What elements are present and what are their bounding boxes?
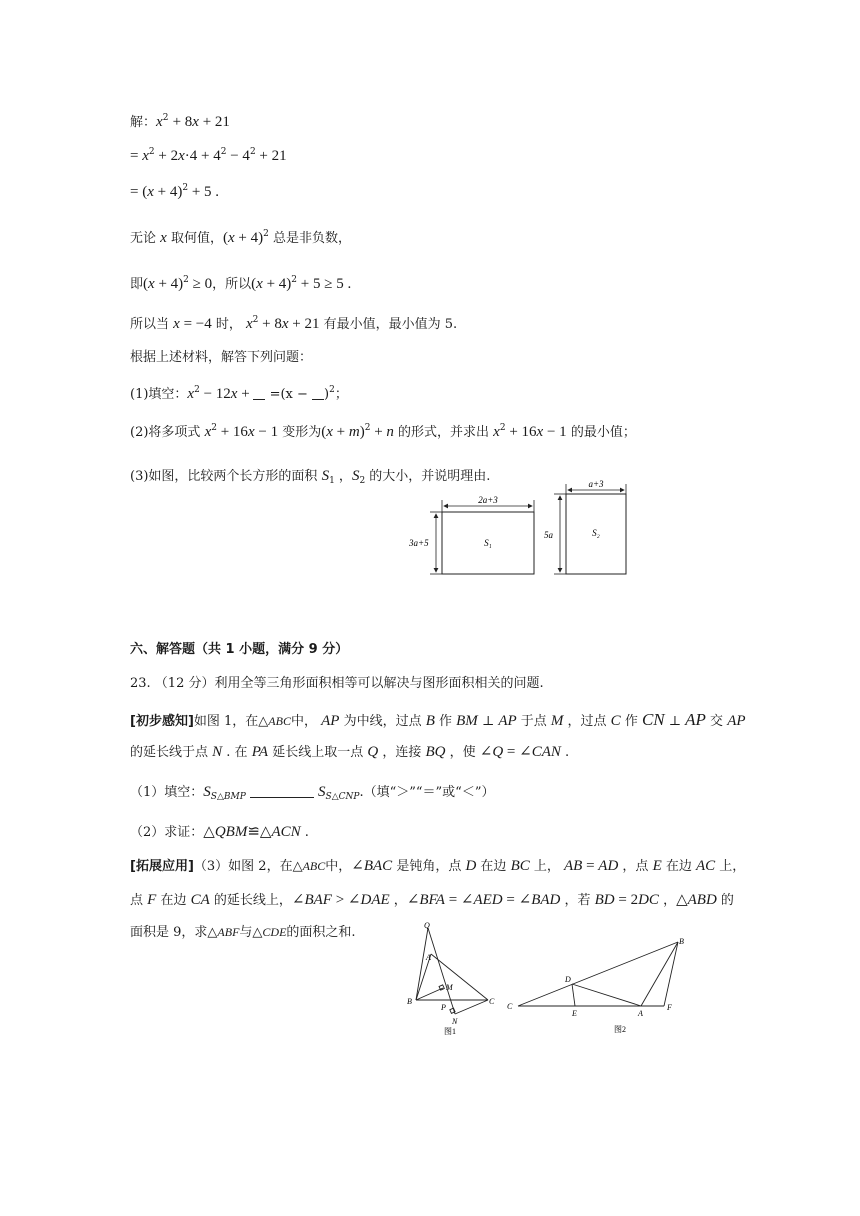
label-side2: 5a [544, 530, 553, 540]
fig1-caption: 图1 [444, 1027, 456, 1036]
q22-part-3: (3)如图，比较两个长方形的面积 $S_1$ ，$S_2$ 的大小，并说明理由. [130, 468, 491, 486]
fig1-label-q: Q [424, 921, 430, 930]
solution-line-4: 无论 x 取何值，$(x + 4)^2$ 总是非负数， [130, 229, 351, 246]
fig1-label-b: B [407, 997, 412, 1006]
sub1-label: （1）填空： [130, 785, 204, 800]
fig2-label-d: D [565, 975, 571, 984]
solution-line-2: = $x^2 + 2x\cdot 4 + 4^2 - 4^2 + 21$ [130, 147, 287, 164]
label-side1: 3a+5 [409, 538, 429, 548]
solution-line-5: 即$(x + 4)^2 \ge 0$，所以$(x + 4)^2 + 5 \ge 5$ . [130, 275, 352, 292]
tag-preliminary: [初步感知] [130, 714, 194, 729]
q23-line-3: [拓展应用]（3）如图 2，在△ABC中，∠BAC 是钝角，点 D 在边 BC 上， AB = AD ，点 E 在边 AC 上， [130, 858, 746, 874]
sub1-hint: .（填“＞”“＝”或“＜”） [359, 785, 495, 800]
q23-sub-2: （2）求证：△QBM≌△ACN . [130, 824, 309, 840]
section-6-title: 六、解答题（共 1 小题，满分 9 分） [130, 642, 349, 657]
solution-line-3: = $(x + 4)^2 + 5$ . [130, 183, 220, 200]
solution-line-7: 根据上述材料，解答下列问题： [130, 350, 313, 365]
rectangles-figure [400, 478, 640, 580]
label-area2: S₂ [592, 528, 600, 538]
fig1-label-p: P [441, 1003, 446, 1012]
fig2-label-a: A [638, 1009, 643, 1018]
label-top2: a+3 [588, 479, 604, 489]
answer-blank[interactable] [250, 785, 314, 798]
q23-intro: 23. （12 分）利用全等三角形面积相等可以解决与图形面积相关的问题. [130, 676, 544, 691]
figure-2 [500, 930, 700, 1038]
figure-1 [400, 918, 500, 1036]
fig1-label-m: M [446, 983, 453, 992]
q23-sub-1: （1）填空：$S_{S\triangle BMP}$ $S_{S\triangle CNP}$.（填“＞”“＝”或“＜”） [130, 784, 495, 802]
label-top1: 2a+3 [478, 495, 498, 505]
solution-line-6: 所以当 x = −4 时， $x^2 + 8x + 21$ 有最小值，最小值为 5. [130, 315, 458, 332]
tag-extension: [拓展应用] [130, 859, 194, 874]
q23-line-5: 面积是 9，求△ABF与△CDE的面积之和. [130, 925, 356, 940]
q22-part-2: (2)将多项式 $x^2 + 16x - 1$ 变形为$(x + m)^2 + n$ 的形式，并求出 $x^2 + 16x - 1$ 的最小值； [130, 423, 636, 440]
sub1-area-bmp: S△BMP [210, 792, 246, 802]
q22-part-1: (1)填空：$x^2 - 12x + =(x - )^2$； [130, 385, 348, 402]
q23-line-1: [初步感知]如图 1，在△ABC中， AP 为中线，过点 B 作 BM ⊥ AP 于点 M ，过点 C 作 CN ⊥ AP 交 AP [130, 710, 746, 729]
q23-line-4: 点 F 在边 CA 的延长线上，∠BAF > ∠DAE ，∠BFA = ∠AED = ∠BAD ，若 BD = 2DC ，△ABD 的 [130, 892, 734, 908]
fig1-label-c: C [489, 997, 495, 1006]
fig2-label-b: B [679, 937, 684, 946]
fig1-label-n: N [452, 1017, 458, 1026]
fig1-label-a: A [426, 953, 431, 962]
q23-line-2: 的延长线于点 N . 在 PA 延长线上取一点 Q ，连接 BQ ，使 ∠Q = ∠CAN . [130, 744, 570, 760]
fig2-caption: 图2 [614, 1025, 626, 1034]
fig2-label-c: C [507, 1002, 513, 1011]
solution-line-1: 解：$x^2 + 8x + 21$ [130, 113, 230, 130]
label-area1: S₁ [484, 538, 492, 548]
sub1-area-cnp: S△CNP [325, 792, 360, 802]
fig2-label-e: E [572, 1009, 577, 1018]
fig2-label-f: F [667, 1003, 672, 1012]
